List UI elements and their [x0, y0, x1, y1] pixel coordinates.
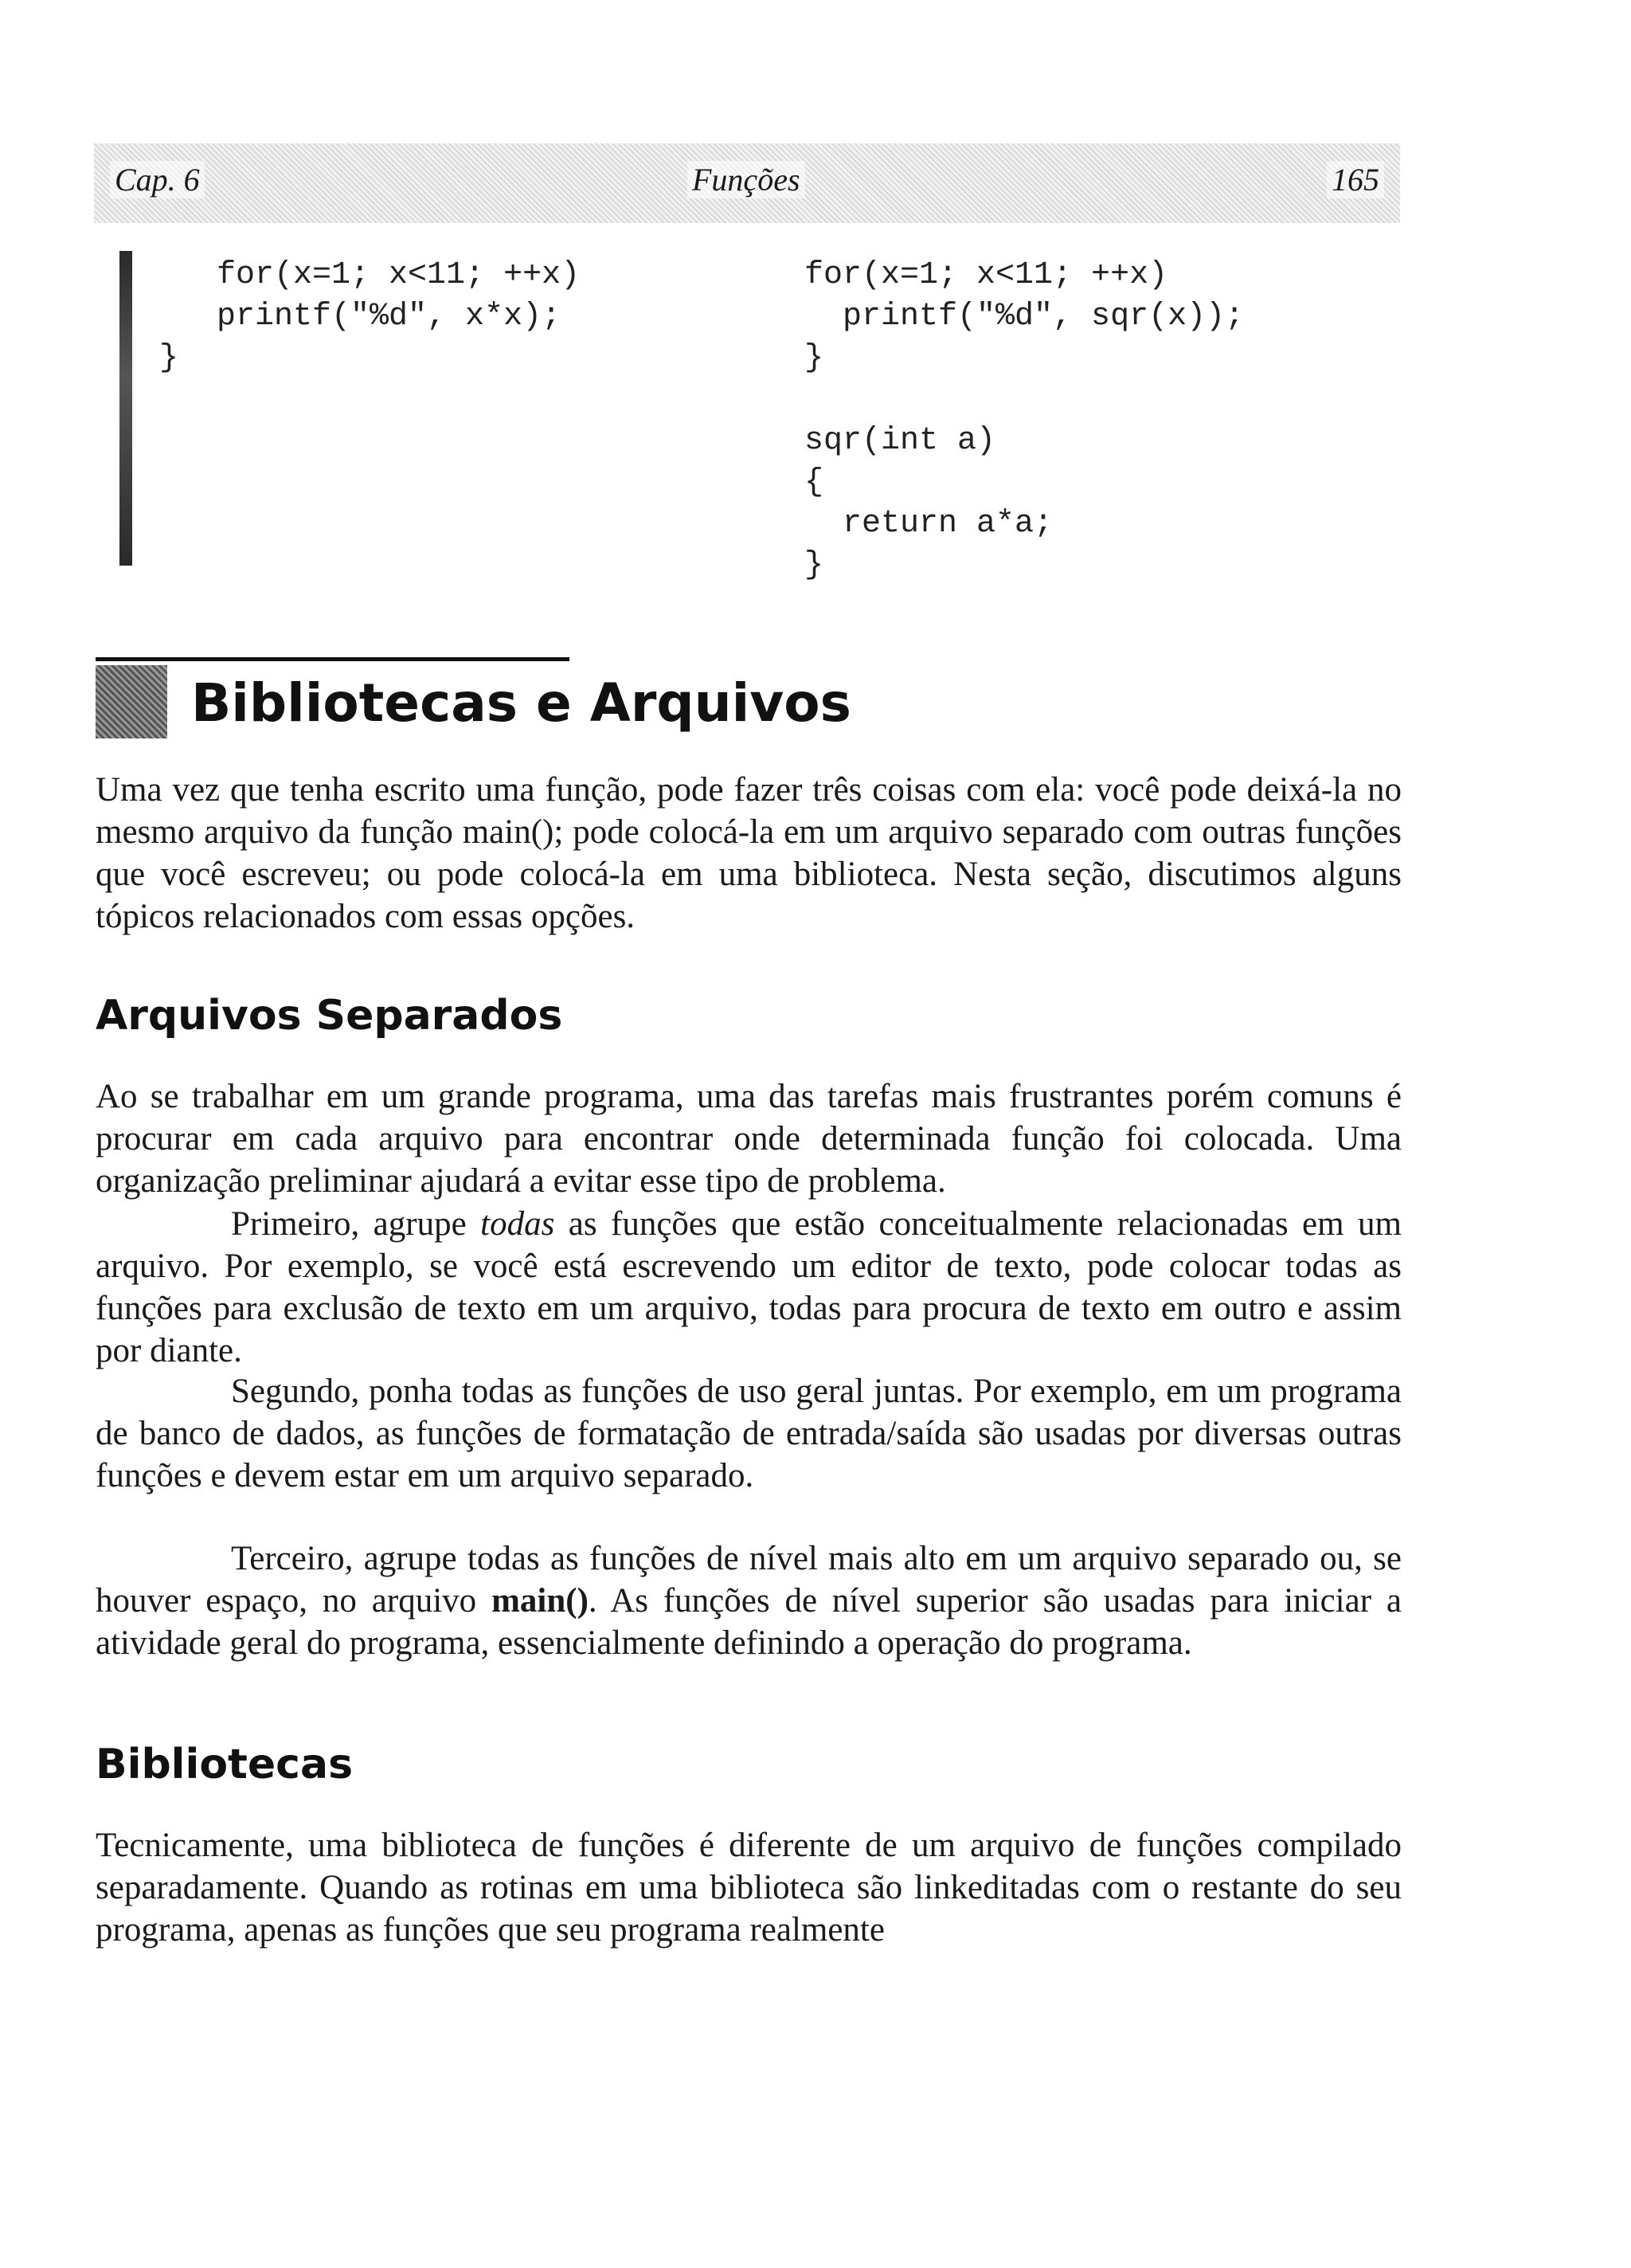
paragraph-text: . As funções de nível superior são usadas para iniciar a atividade geral do programa, essencialmente definindo a operação do programa.: [96, 1582, 1402, 1662]
intro-paragraph: Uma vez que tenha escrito uma função, pode fazer três coisas com ela: você pode deixá-la no mesmo arquivo da função main(); pode colocá-la em um arquivo separado com outras funções que você escreveu; ou pode colocá-la em uma biblioteca. Nesta seção, discutimos alguns tópicos relacionados com essas opções.: [96, 771, 1402, 935]
subheading-bibliotecas: Bibliotecas: [96, 1741, 354, 1788]
section-label: Funções: [687, 161, 805, 198]
code-listing-left: for(x=1; x<11; ++x) printf("%d", x*x); }: [159, 257, 581, 376]
emphasis-text: todas: [480, 1205, 555, 1243]
paragraph-text: as funções que estão conceitualmente relacionadas em um arquivo. Por exemplo, se você está escrevendo um editor de texto, pode colocar todas as funções para exclusão de texto em um arquivo, todas para procura de texto em outro e assim por diante.: [96, 1205, 1402, 1369]
paragraph-bibliotecas-1: Tecnicamente, uma biblioteca de funções é diferente de um arquivo de funções compilado separadamente. Quando as rotinas em uma biblioteca são linkeditadas com o restante do seu programa, apenas as funções que seu programa realmente: [96, 1827, 1402, 1949]
section-heading: [96, 657, 1529, 753]
page-number: 165: [1327, 161, 1384, 198]
paragraph-arquivos-4: [96, 1537, 1402, 1664]
paragraph-text: Primeiro, agrupe: [231, 1205, 481, 1243]
chapter-label: Cap. 6: [110, 161, 205, 198]
section-title: Bibliotecas e Arquivos: [191, 672, 851, 734]
paragraph-arquivos-1: Ao se trabalhar em um grande programa, uma das tarefas mais frustrantes porém comuns é procurar em cada arquivo para encontrar onde determinada função foi colocada. Uma organização preliminar ajudará a evitar esse tipo de problema.: [96, 1078, 1402, 1200]
subheading-arquivos-separados: Arquivos Separados: [96, 992, 563, 1040]
heading-rule: [96, 657, 569, 661]
bold-code-term: main(): [491, 1582, 589, 1620]
paragraph-text: Terceiro, agrupe todas as funções de nível mais alto em um arquivo separado ou, se houver espaço, no arquivo: [96, 1540, 1402, 1620]
heading-marker: [96, 665, 167, 738]
code-listing-bar: [119, 251, 132, 566]
paragraph-arquivos-3: Segundo, ponha todas as funções de uso geral juntas. Por exemplo, em um programa de banco de dados, as funções de formatação de entrada/saída são usadas por diversas outras funções e devem estar em um arquivo separado.: [96, 1373, 1402, 1494]
running-header: [94, 143, 1400, 223]
code-listing-right: for(x=1; x<11; ++x) printf("%d", sqr(x)); } sqr(int a) { return a*a; }: [804, 257, 1245, 583]
paragraph-arquivos-2: [96, 1203, 1402, 1372]
